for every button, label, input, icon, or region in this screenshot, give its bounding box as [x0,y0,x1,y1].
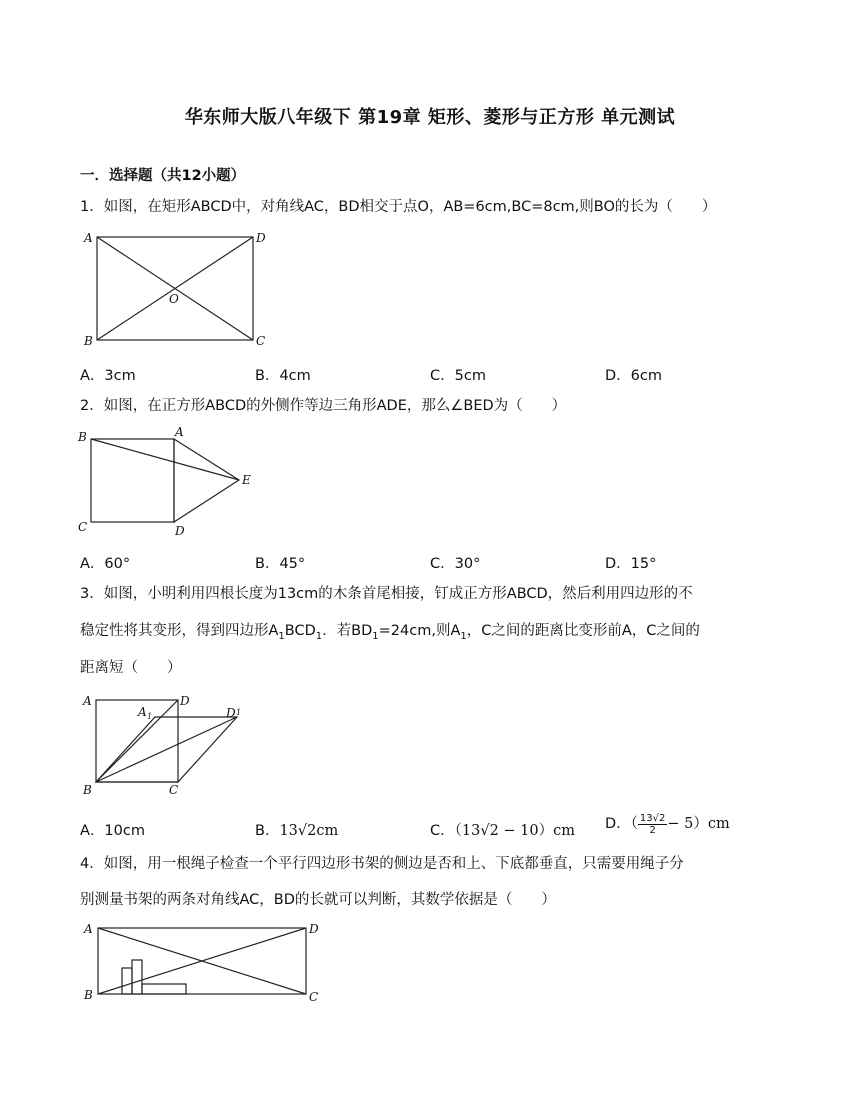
diagonal-bd1 [96,717,237,782]
label-b: B [84,988,93,1002]
book-3 [142,984,186,994]
question-2-text: 2．如图，在正方形ABCD的外侧作等边三角形ADE，那么∠BED为（ ） [80,398,567,414]
section-heading: 一．选择题（共12小题） [80,168,246,184]
label-a1-sub: 1 [147,712,153,721]
q1-option-c: C．5cm [430,368,486,384]
q1-option-b: B．4cm [255,368,311,384]
label-b: B [84,334,93,348]
square-abcd [91,439,174,522]
q2-option-c: C．30° [430,556,481,572]
label-d1: D [226,706,236,720]
label-c: C [256,334,266,348]
question-1-figure [80,228,280,353]
label-a: A [83,694,92,708]
question-3-line-1: 3．如图，小明利用四根长度为13cm的木条首尾相接，钉成正方形ABCD，然后利用四边形的不 [80,586,693,602]
label-d1-sub: 1 [236,708,242,717]
question-3-figure [80,690,260,802]
label-a1: A [138,705,147,719]
question-2-figure [75,423,265,543]
q1-option-a: A．3cm [80,368,136,384]
label-d: D [175,524,185,538]
q3-option-c: C．（13√2 − 10）cm [430,823,575,839]
page-title: 华东师大版八年级下 第19章 矩形、菱形与正方形 单元测试 [184,107,676,128]
question-3-line-3: 距离短（ ） [80,660,182,676]
label-c: C [78,520,88,534]
question-3-line-2: 稳定性将其变形，得到四边形$A_1BCD_1$．若$BD_1=24cm$,则$A_1$，C之间的距离比变形前A，C之间的 [80,623,700,642]
label-a: A [84,231,93,245]
q1-option-d: D．6cm [605,368,662,384]
label-b: B [83,783,92,797]
book-2 [132,960,142,994]
label-d: D [180,694,190,708]
label-o: O [169,292,179,306]
q3-option-a: A．10cm [80,823,145,839]
q3-option-b: B．13√2cm [255,823,339,839]
q2-option-b: B．45° [255,556,306,572]
question-4-figure [80,918,330,1008]
q3-option-d: D．（ $\frac{13√2}{2}$ − 5）cm [605,812,730,836]
label-d: D [256,231,266,245]
label-a: A [84,922,93,936]
label-c: C [169,783,179,797]
q2-option-a: A．60° [80,556,131,572]
triangle-ade [174,439,239,522]
question-4-line-1: 4．如图，用一根绳子检查一个平行四边形书架的侧边是否和上、下底都垂直，只需要用绳子分 [80,856,684,872]
fraction: $\frac{13√2}{2}$ [639,812,666,836]
book-1 [122,968,132,994]
label-a: A [175,425,184,439]
label-b: B [78,430,87,444]
segment-be [91,439,239,480]
diagonal-bd [96,700,178,782]
q2-option-d: D．15° [605,556,657,572]
question-4-line-2: 别测量书架的两条对角线AC，BD的长就可以判断，其数学依据是（ ） [80,892,556,908]
question-1-text: 1．如图，在矩形ABCD中，对角线AC，BD相交于点O，AB=6cm,BC=8cm,则BO的长为（ ） [80,199,717,215]
label-d: D [309,922,319,936]
label-e: E [242,473,251,487]
label-c: C [309,990,319,1004]
